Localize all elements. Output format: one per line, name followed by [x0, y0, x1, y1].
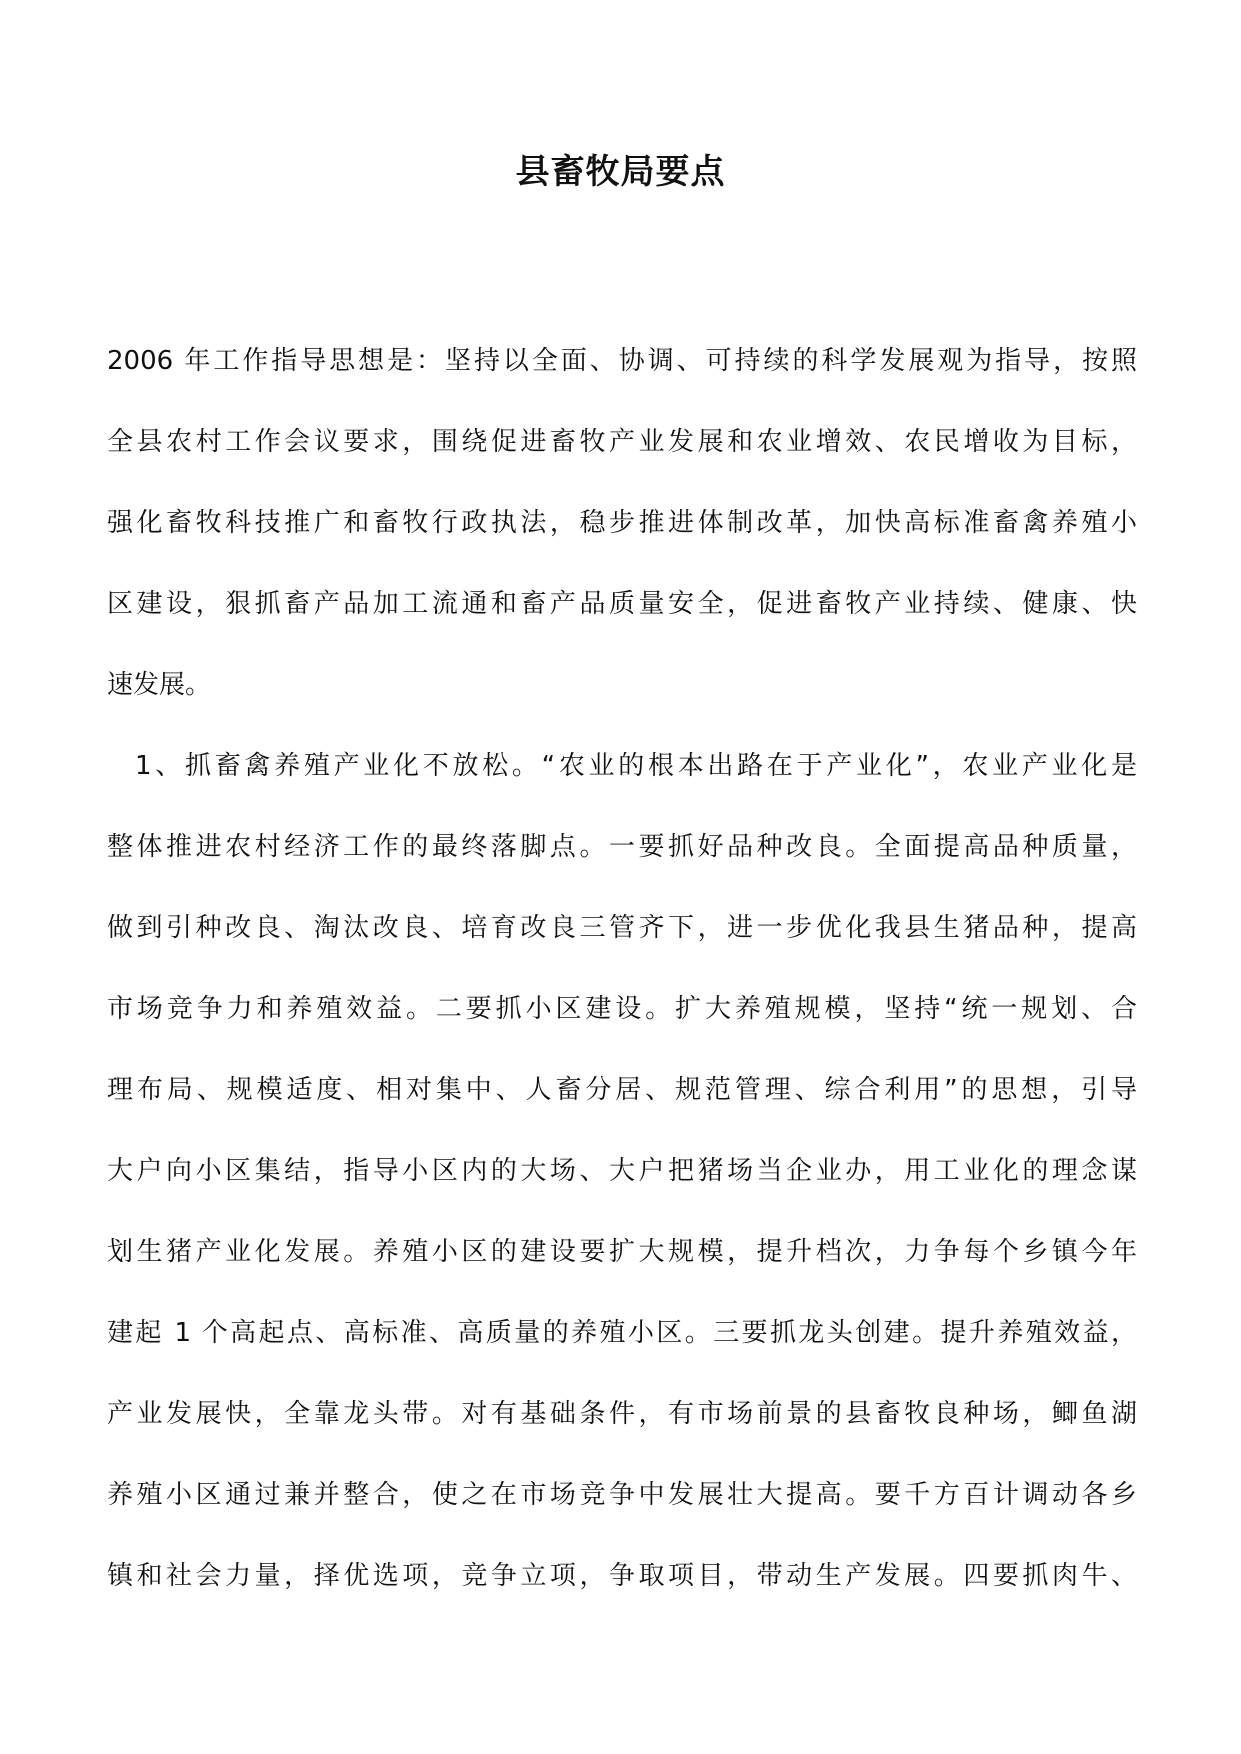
text-line: 区建设，狠抓畜产品加工流通和畜产品质量安全，促进畜牧产业持续、健康、快	[107, 589, 1137, 619]
text-line: 速发展。	[107, 670, 212, 700]
text-line: 镇和社会力量，择优选项，竞争立项，争取项目，带动生产发展。四要抓肉牛、	[107, 1561, 1137, 1591]
text-line: 产业发展快，全靠龙头带。对有基础条件，有市场前景的县畜牧良种场，鲫鱼湖	[107, 1399, 1137, 1429]
text-line: 1、抓畜禽养殖产业化不放松。“农业的根本出路在于产业化”，农业产业化是	[135, 751, 1137, 781]
text-line: 全县农村工作会议要求，围绕促进畜牧产业发展和农业增效、农民增收为目标，	[107, 427, 1137, 457]
document-title: 县畜牧局要点	[515, 152, 726, 192]
text-line: 做到引种改良、淘汰改良、培育改良三管齐下，进一步优化我县生猪品种，提高	[107, 913, 1137, 943]
text-line: 养殖小区通过兼并整合，使之在市场竞争中发展壮大提高。要千方百计调动各乡	[107, 1480, 1137, 1510]
text-line: 大户向小区集结，指导小区内的大场、大户把猪场当企业办，用工业化的理念谋	[107, 1156, 1137, 1186]
text-line: 强化畜牧科技推广和畜牧行政执法，稳步推进体制改革，加快高标准畜禽养殖小	[107, 508, 1137, 538]
document-body	[107, 346, 1137, 1642]
text-line: 市场竞争力和养殖效益。二要抓小区建设。扩大养殖规模，坚持“统一规划、合	[107, 994, 1137, 1024]
text-line: 2006 年工作指导思想是：坚持以全面、协调、可持续的科学发展观为指导，按照	[107, 346, 1137, 376]
text-line: 划生猪产业化发展。养殖小区的建设要扩大规模，提升档次，力争每个乡镇今年	[107, 1237, 1137, 1267]
text-line: 理布局、规模适度、相对集中、人畜分居、规范管理、综合利用”的思想，引导	[107, 1075, 1137, 1105]
text-line: 整体推进农村经济工作的最终落脚点。一要抓好品种改良。全面提高品种质量，	[107, 832, 1137, 862]
text-line: 建起 1 个高起点、高标准、高质量的养殖小区。三要抓龙头创建。提升养殖效益，	[107, 1318, 1137, 1348]
